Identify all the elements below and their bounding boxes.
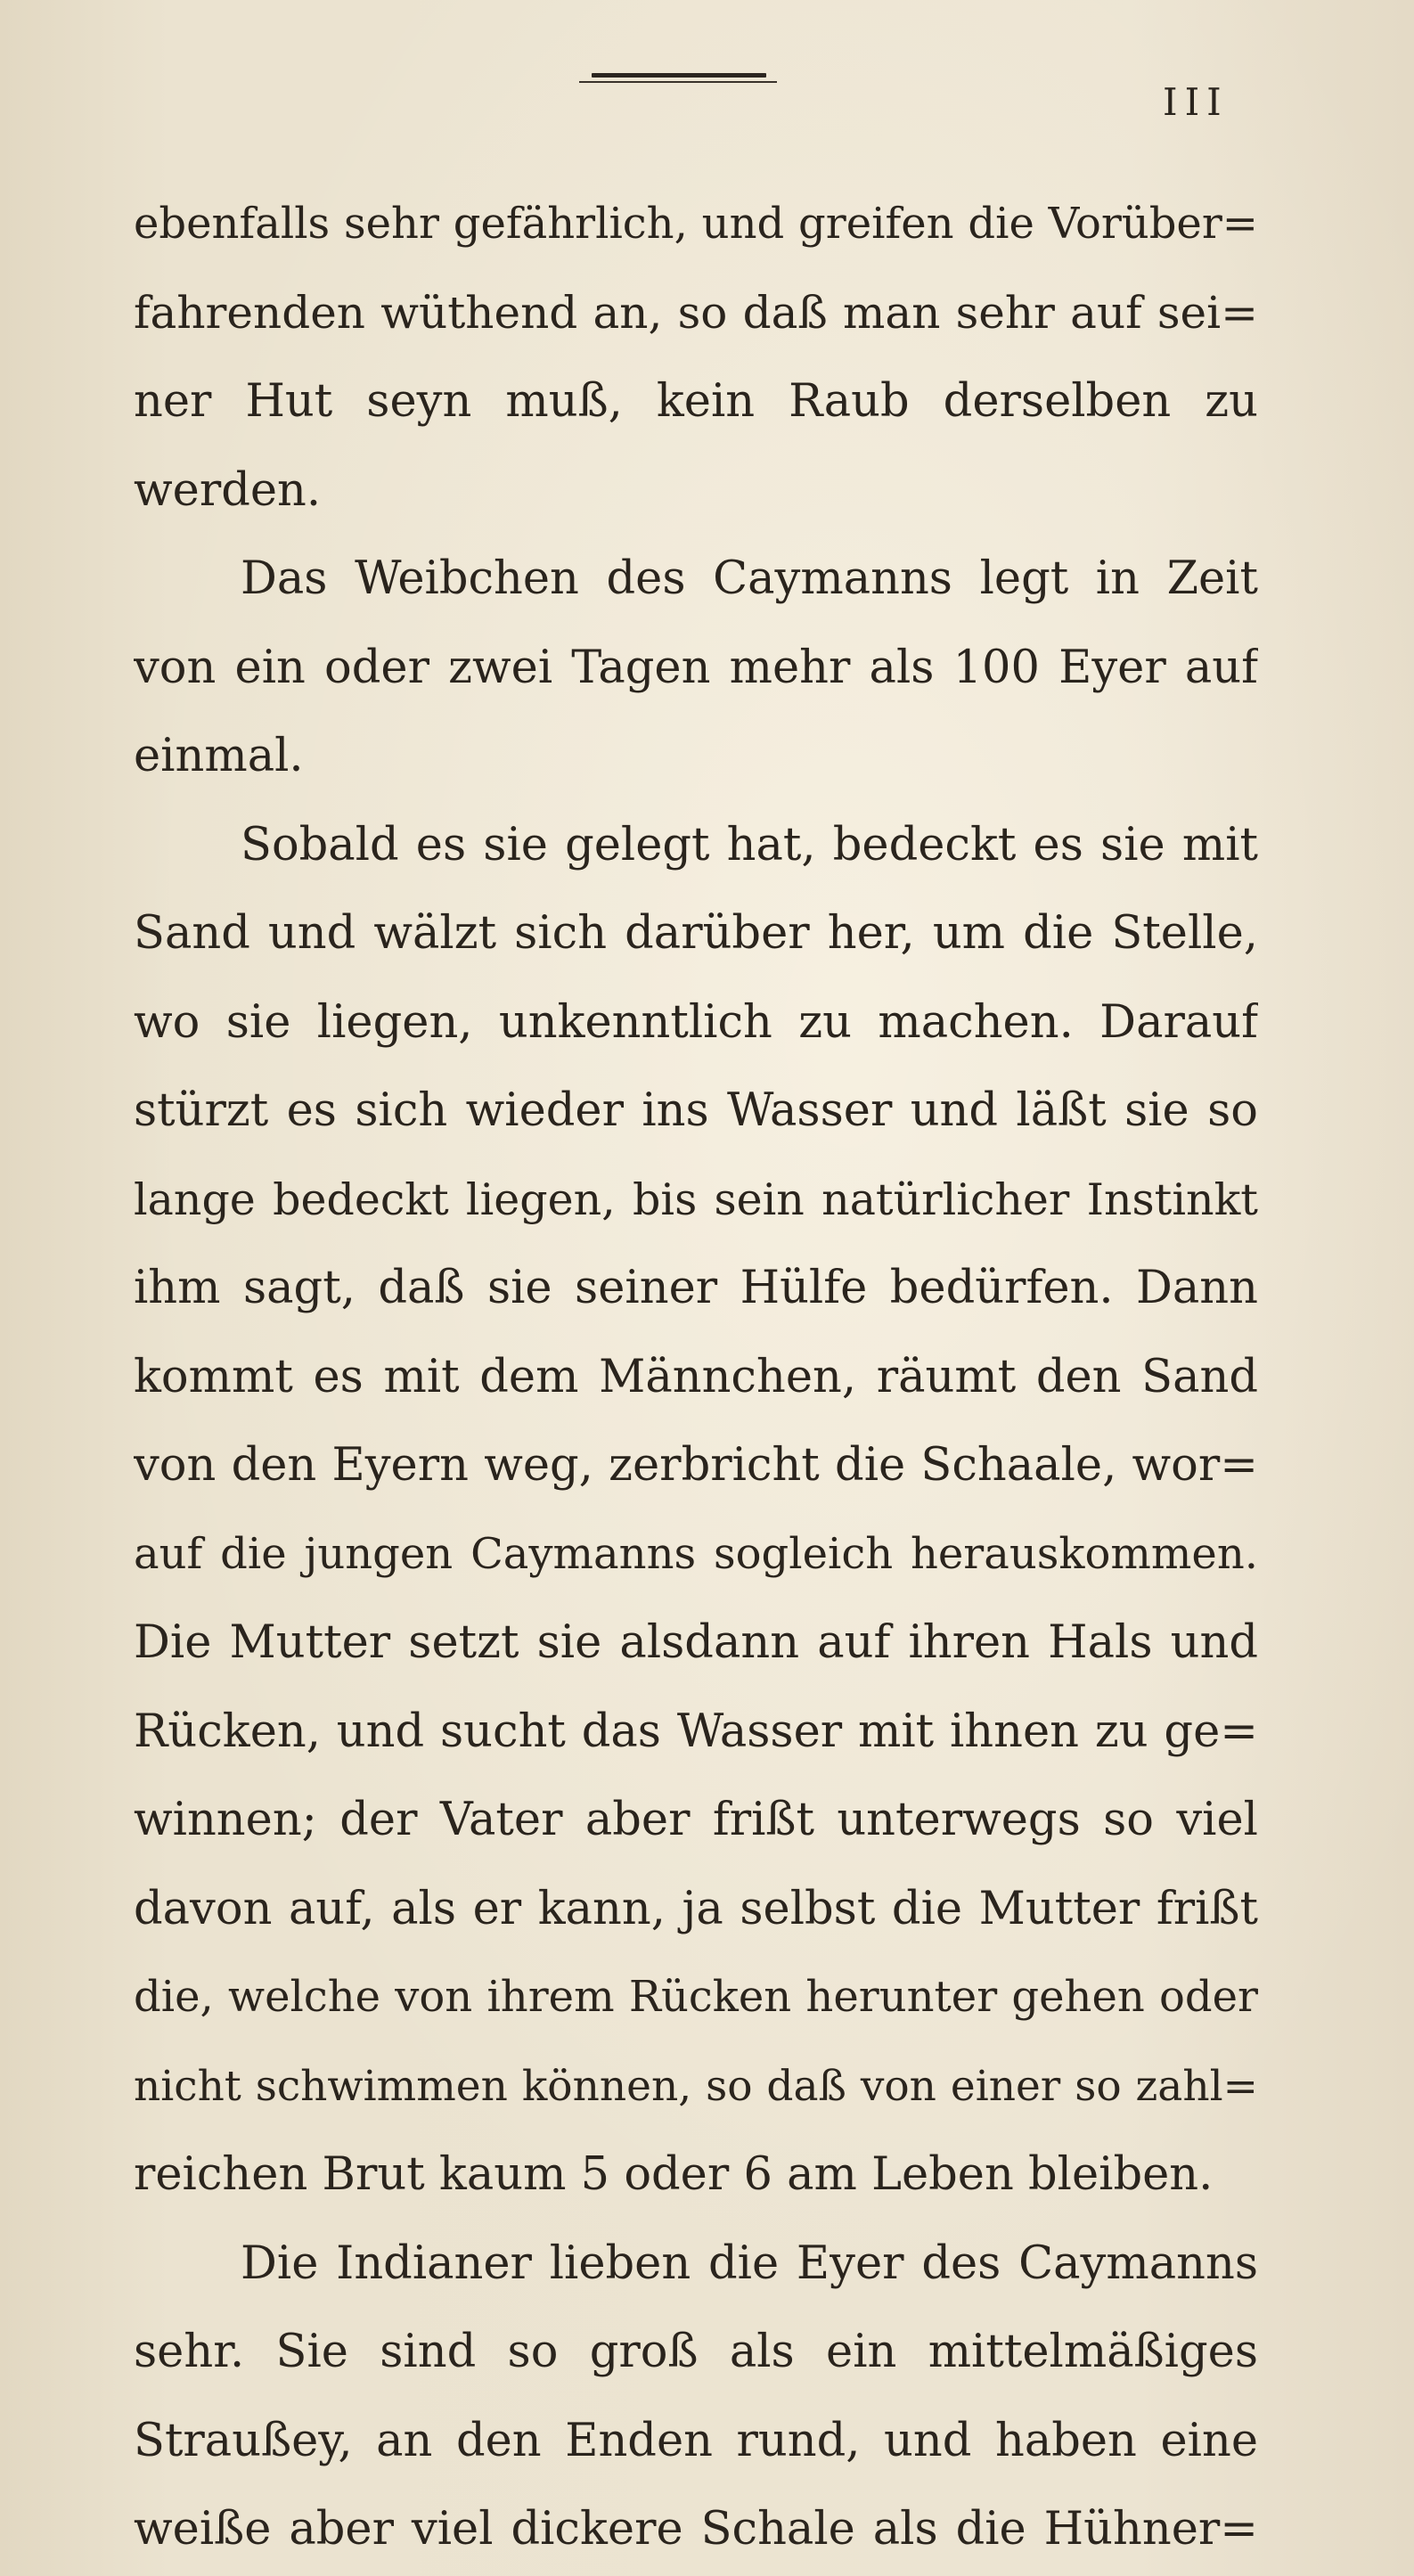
text-line: ihm sagt, daß sie seiner Hülfe bedürfen. Dann (134, 1262, 1258, 1314)
text-line: die, welche von ihrem Rücken herunter gehen oder (134, 1972, 1258, 2022)
text-line: kommt es mit dem Männchen, räumt den Sand (134, 1350, 1258, 1403)
header-rule-thin (579, 81, 777, 83)
text-line: fahrenden wüthend an, so daß man sehr auf sei= (134, 286, 1258, 339)
text-line: ebenfalls sehr gefährlich, und greifen die Vorüber= (134, 199, 1258, 249)
text-line: Die Indianer lieben die Eyer des Caymanns (241, 2237, 1258, 2290)
text-line: einmal. (134, 730, 304, 782)
text-line: von den Eyern weg, zerbricht die Schaale, wor= (134, 1439, 1258, 1492)
text-line: Das Weibchen des Caymanns legt in Zeit (241, 552, 1258, 605)
text-line: davon auf, als er kann, ja selbst die Mutter frißt (134, 1882, 1258, 1935)
text-line: ner Hut seyn muß, kein Raub derselben zu (134, 375, 1258, 428)
page-number: III (1163, 80, 1229, 124)
text-line: stürzt es sich wieder ins Wasser und läßt sie so (134, 1084, 1258, 1137)
text-line: Sobald es sie gelegt hat, bedeckt es sie mit (241, 818, 1258, 871)
text-line: winnen; der Vater aber frißt unterwegs so viel (134, 1794, 1258, 1846)
text-line: werden. (134, 463, 322, 517)
text-line: weiße aber viel dickere Schale als die Hühner= (134, 2503, 1258, 2556)
text-line: Straußey, an den Enden rund, und haben eine (134, 2414, 1258, 2467)
text-line: Sand und wälzt sich darüber her, um die Stelle, (134, 907, 1258, 960)
body-text (134, 180, 1258, 2574)
text-line: auf die jungen Caymanns sogleich herauskommen. (134, 1528, 1258, 1579)
text-line: lange bedeckt liegen, bis sein natürlicher Instinkt (134, 1174, 1258, 1225)
text-line: sehr. Sie sind so groß als ein mittelmäßiges (134, 2326, 1258, 2378)
text-line: wo sie liegen, unkenntlich zu machen. Darauf (134, 995, 1258, 1049)
header-rule-thick (592, 73, 766, 78)
text-line: von ein oder zwei Tagen mehr als 100 Eyer auf (134, 641, 1258, 694)
text-line: nicht schwimmen können, so daß von einer so zahl= (134, 2061, 1258, 2111)
text-line: Rücken, und sucht das Wasser mit ihnen zu ge= (134, 1705, 1258, 1758)
text-line: Die Mutter setzt sie alsdann auf ihren Hals und (134, 1616, 1258, 1669)
header-rule (579, 73, 777, 86)
text-line: reichen Brut kaum 5 oder 6 am Leben bleiben. (134, 2148, 1214, 2201)
